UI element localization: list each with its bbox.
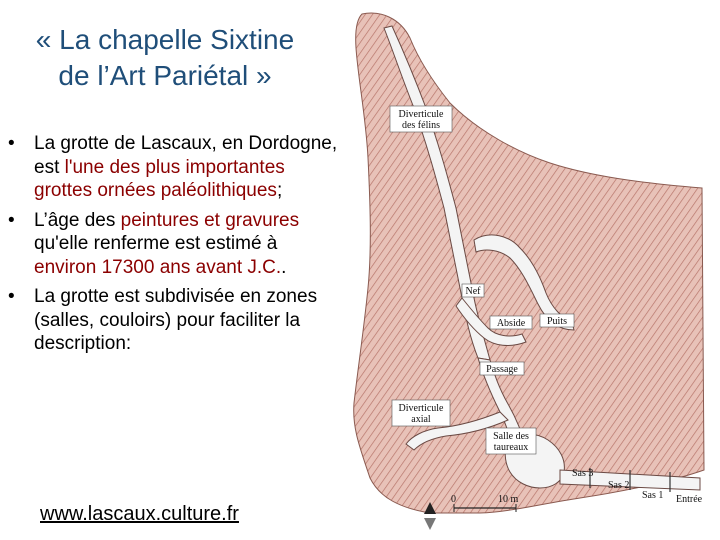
- label-sas1: Sas 1: [642, 490, 664, 501]
- cave-map: [340, 8, 712, 536]
- bullet-item: [8, 132, 338, 203]
- label-taureaux-line2: taureaux: [493, 442, 529, 453]
- label-felins-line2: des félins: [401, 120, 441, 131]
- label-entree: Entrée: [676, 494, 703, 505]
- bullet-text-run: L’âge des: [34, 209, 121, 231]
- label-axial-line1: Diverticule: [398, 403, 444, 414]
- label-diverticule-axial: [392, 400, 450, 426]
- label-abside-text: Abside: [496, 318, 526, 329]
- bullet-text-run: .: [281, 256, 287, 278]
- label-passage-text: Passage: [486, 364, 518, 375]
- bullet-dot: •: [8, 209, 15, 231]
- label-diverticule-felins: [390, 106, 452, 132]
- bullet-text-run: La grotte de Lascaux, en Dordogne, est: [34, 133, 338, 178]
- bullet-text: [34, 133, 337, 201]
- label-nef-text: Nef: [465, 286, 481, 297]
- bullet-text-run: environ 17300 ans avant J.C.: [34, 256, 282, 278]
- bullet-text-run: peintures et gravures: [120, 209, 300, 231]
- bullet-dot: •: [8, 286, 15, 307]
- bullet-text: [34, 286, 317, 354]
- scale-label-0: 0: [451, 494, 456, 505]
- bullet-dot: •: [8, 133, 15, 154]
- label-passage: [480, 362, 524, 375]
- bullet-list: [8, 132, 338, 362]
- bullet-text: [34, 210, 299, 278]
- label-axial-line2: axial: [411, 414, 431, 425]
- bullet-item: [8, 209, 338, 280]
- bullet-text-run: ;: [276, 180, 283, 201]
- label-puits-text: Puits: [546, 316, 568, 327]
- bullet-text-run: qu'elle renferme est estimé à: [34, 233, 278, 254]
- scale-label-10: 10 m: [498, 494, 519, 505]
- title-line-2: de l’Art Pariétal »: [58, 60, 272, 91]
- slide-title: [0, 22, 330, 94]
- bullet-item: [8, 285, 338, 356]
- bullet-text-run: l'une des plus importantes grottes ornées paléolithiques: [34, 156, 285, 201]
- label-nef: [462, 284, 484, 297]
- label-salle-taureaux: [486, 428, 536, 454]
- label-puits: [540, 314, 574, 327]
- website-link[interactable]: www.lascaux.culture.fr: [40, 503, 239, 525]
- title-line-1: « La chapelle Sixtine: [35, 24, 295, 55]
- label-sas3: Sas 3: [572, 468, 594, 479]
- label-taureaux-line1: Salle des: [493, 431, 529, 442]
- label-felins-line1: Diverticule: [398, 109, 444, 120]
- label-abside: [490, 316, 532, 329]
- bullet-text-run: La grotte est subdivisée en zones (salles, couloirs) pour faciliter la description:: [34, 286, 318, 354]
- label-sas2: Sas 2: [608, 480, 630, 491]
